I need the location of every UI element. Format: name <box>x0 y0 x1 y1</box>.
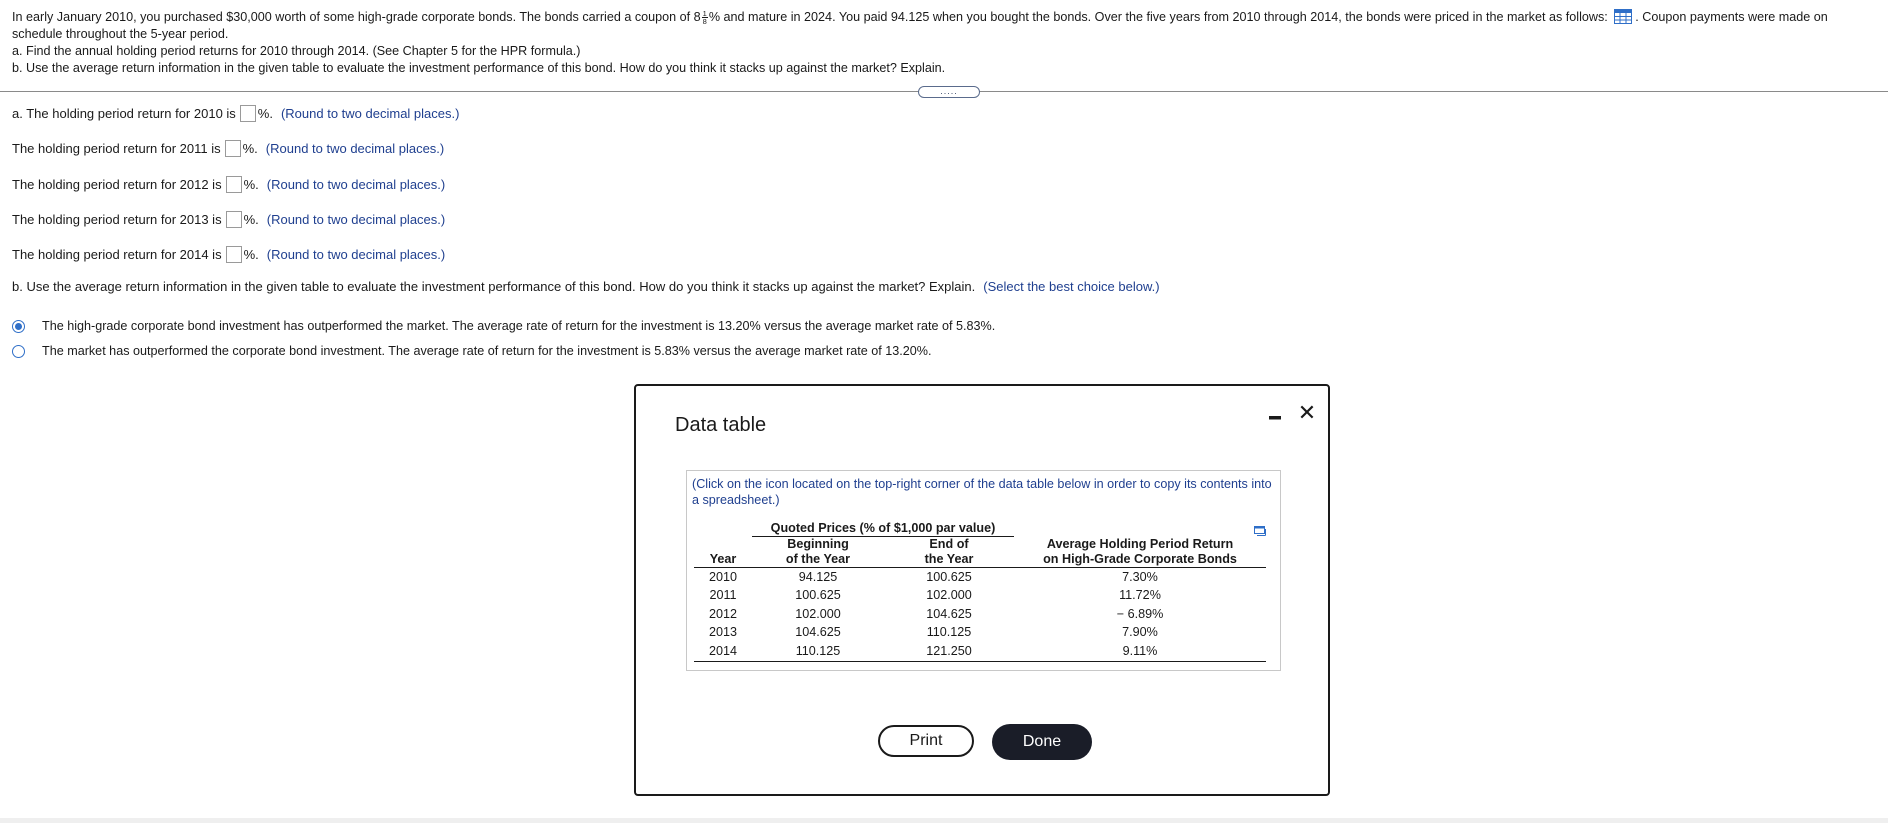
rounding-hint: (Round to two decimal places.) <box>266 212 446 227</box>
rounding-hint: (Round to two decimal places.) <box>265 141 445 156</box>
col-avg-header-1: Average Holding Period Return <box>1046 536 1234 551</box>
cell-begin: 100.625 <box>795 588 841 603</box>
column-header-row-2 <box>694 552 1266 568</box>
col-avg-header-2: on High-Grade Corporate Bonds <box>1043 552 1237 566</box>
cell-end: 100.625 <box>884 568 1014 587</box>
intro-text-3: . Coupon payments were made on schedule throughout the 5-year period. <box>12 10 1828 41</box>
cell-avg: − 6.89% <box>1116 606 1164 621</box>
data-table-dialog <box>634 384 1330 796</box>
hpr-label: a. The holding period return for 2010 is <box>12 106 236 121</box>
table-row <box>694 605 1266 624</box>
table-grid-icon[interactable] <box>1614 9 1632 24</box>
part-a-statement: a. Find the annual holding period returns for 2010 through 2014. (See Chapter 5 for the HPR formula.) <box>12 44 581 58</box>
cell-begin: 102.000 <box>795 606 841 621</box>
table-row <box>694 587 1266 606</box>
choice-option-2[interactable] <box>12 344 932 358</box>
cell-end: 121.250 <box>884 642 1014 661</box>
hpr-2010-input[interactable] <box>240 105 256 122</box>
radio-button-selected[interactable] <box>12 320 25 333</box>
percent-suffix: %. <box>243 177 259 192</box>
cell-avg: 11.72% <box>1119 588 1161 603</box>
group-header: Quoted Prices (% of $1,000 par value) <box>752 521 1014 537</box>
percent-suffix: %. <box>257 106 273 121</box>
hpr-2011-input[interactable] <box>225 140 241 157</box>
rounding-hint: (Round to two decimal places.) <box>280 106 460 121</box>
col-begin-header-1: Beginning <box>787 537 849 551</box>
cell-end: 104.625 <box>926 606 972 621</box>
column-header-row-1 <box>694 537 1266 553</box>
rounding-hint: (Round to two decimal places.) <box>266 177 446 192</box>
hpr-row-2010 <box>12 105 459 122</box>
cell-begin: 94.125 <box>752 568 884 587</box>
cell-begin: 104.625 <box>795 625 841 640</box>
done-button[interactable]: Done <box>992 724 1092 760</box>
select-hint: (Select the best choice below.) <box>983 279 1160 294</box>
quoted-prices-table <box>694 521 1266 662</box>
fraction-denominator: 8 <box>702 17 707 27</box>
cell-year: 2012 <box>708 606 738 621</box>
hpr-label: The holding period return for 2012 is <box>12 177 222 192</box>
intro-text-1: In early January 2010, you purchased $30,000 worth of some high-grade corporate bonds. The bonds carried a coupon of 8 <box>12 10 701 24</box>
cell-avg: 9.11% <box>1014 642 1266 661</box>
problem-intro <box>12 9 1878 43</box>
radio-button[interactable] <box>12 345 25 358</box>
percent-suffix: %. <box>242 141 258 156</box>
part-b-question: b. Use the average return information in the given table to evaluate the investment performance of this bond. How do you think it stacks up against the market? Explain. <box>12 279 976 294</box>
intro-text-2: % and mature in 2024. You paid 94.125 when you bought the bonds. Over the five years from 2010 through 2014, the bonds were priced in the market as follows: <box>708 10 1612 24</box>
hpr-label: The holding period return for 2011 is <box>12 141 221 156</box>
hpr-label: The holding period return for 2014 is <box>12 247 222 262</box>
cell-avg: 7.90% <box>1122 625 1158 640</box>
part-b-statement: b. Use the average return information in the given table to evaluate the investment performance of this bond. How do you think it stacks up against the market? Explain. <box>12 61 946 75</box>
hpr-label: The holding period return for 2013 is <box>12 212 222 227</box>
expand-collapse-handle[interactable]: ..... <box>918 86 980 98</box>
cell-end: 110.125 <box>926 625 972 640</box>
cell-end: 102.000 <box>926 588 972 603</box>
copy-instructions: (Click on the icon located on the top-right corner of the data table below in order to copy its contents into a spreadsheet.) <box>692 477 1272 507</box>
table-row <box>694 624 1266 643</box>
close-icon[interactable]: ✕ <box>1297 400 1317 425</box>
col-end-header-1: End of <box>929 537 969 551</box>
group-header-row <box>694 521 1266 537</box>
col-end-header-2: the Year <box>924 552 974 566</box>
fraction-numerator: 1 <box>702 9 707 19</box>
hpr-2012-input[interactable] <box>226 176 242 193</box>
choice-text: The market has outperformed the corporate bond investment. The average rate of return for the investment is 5.83% versus the average market rate of 13.20%. <box>42 344 932 358</box>
footer-strip <box>0 818 1888 823</box>
cell-begin: 110.125 <box>752 642 884 661</box>
cell-year: 2010 <box>694 568 752 587</box>
cell-year: 2011 <box>709 588 737 603</box>
hpr-row-2014 <box>12 246 445 263</box>
table-row <box>694 568 1266 587</box>
problem-statement <box>12 9 1878 77</box>
cell-avg: 7.30% <box>1014 568 1266 587</box>
rounding-hint: (Round to two decimal places.) <box>266 247 446 262</box>
coupon-fraction <box>702 10 708 25</box>
minimize-icon[interactable] <box>1268 410 1282 424</box>
part-b-row <box>12 279 1160 294</box>
col-year-header: Year <box>709 552 737 566</box>
cell-year: 2013 <box>708 625 738 640</box>
print-button[interactable]: Print <box>878 725 974 757</box>
cell-year: 2014 <box>694 642 752 661</box>
percent-suffix: %. <box>243 247 259 262</box>
hpr-row-2011 <box>12 140 444 157</box>
radio-dot <box>15 323 22 330</box>
hpr-2013-input[interactable] <box>226 211 242 228</box>
data-table-panel <box>686 470 1281 671</box>
hpr-row-2012 <box>12 176 445 193</box>
hpr-row-2013 <box>12 211 445 228</box>
choice-text: The high-grade corporate bond investment has outperformed the market. The average rate of return for the investment is 13.20% versus the average market rate of 5.83%. <box>42 319 996 333</box>
dialog-title: Data table <box>675 414 767 436</box>
table-row <box>694 642 1266 661</box>
choice-option-1[interactable] <box>12 319 995 333</box>
percent-suffix: %. <box>243 212 259 227</box>
hpr-2014-input[interactable] <box>226 246 242 263</box>
col-begin-header-2: of the Year <box>785 552 851 566</box>
